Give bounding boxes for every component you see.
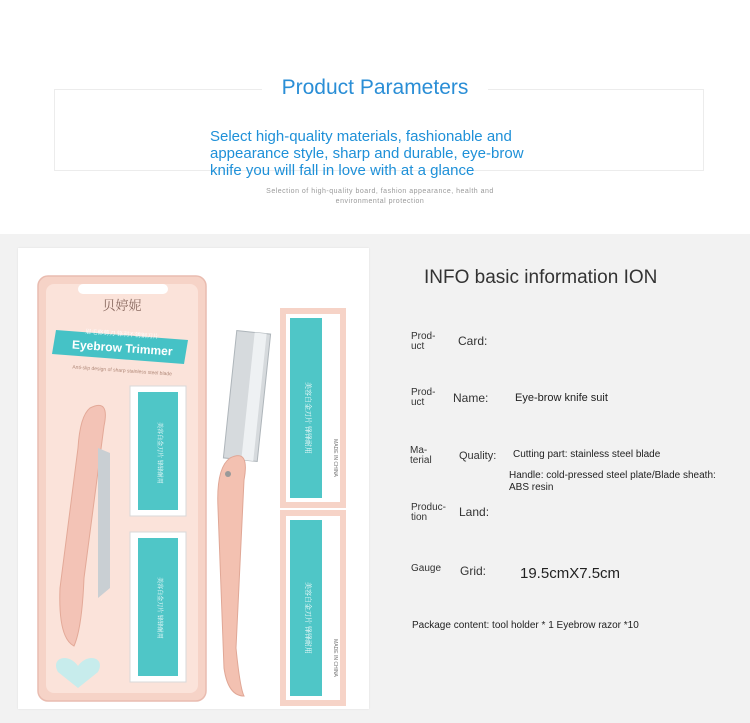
- material-label-small-1: Ma-: [410, 445, 428, 456]
- section-title: Product Parameters: [262, 74, 488, 102]
- card-label: Card:: [458, 334, 488, 348]
- loose-pack-label-bottom: 美容白金刀片 锋锋耐用: [304, 582, 311, 654]
- tagline-line-2: environmental protection: [335, 198, 425, 205]
- section-subtitle: Select high-quality materials, fashionable and appearance style, sharp and durable, eye-brow knife you will fall in love with at a glance: [210, 128, 524, 179]
- hang-hole: [78, 284, 168, 294]
- banner-cn: 眉毛修剪刀 锋利不锈钢刀片: [85, 329, 160, 341]
- name-label-small-2: uct: [411, 397, 425, 408]
- land-label-small-2: tion: [411, 512, 428, 523]
- material-label-small-2: terial: [410, 455, 432, 466]
- name-label-small: [411, 388, 435, 408]
- material-value-3: ABS resin: [509, 482, 554, 493]
- blister-pack-label-top: 美容白金刀片 锋锋耐用: [156, 422, 162, 484]
- material-label-small: [410, 446, 432, 466]
- info-section: [0, 234, 750, 723]
- section-tagline: [230, 187, 530, 207]
- brand-logo: 贝婷妮: [102, 299, 142, 314]
- land-label-small-1: Produc-: [411, 502, 447, 513]
- header-section: [0, 0, 750, 234]
- name-label: Name:: [453, 391, 489, 405]
- info-title: INFO basic information ION: [424, 267, 658, 288]
- loose-razor: [218, 331, 271, 696]
- packaged-razor-blade: [98, 448, 110, 598]
- product-photo: [18, 248, 369, 709]
- card-label-small-1: Prod-: [411, 331, 436, 342]
- card-label-small-2: uct: [411, 341, 425, 352]
- tagline-line-1: Selection of high-quality board, fashion appearance, health and: [266, 188, 494, 195]
- banner-title: Eyebrow Trimmer: [71, 337, 174, 359]
- card-label-small: [411, 332, 435, 352]
- gauge-label-small: Gauge: [411, 563, 442, 574]
- blister-blade-pack-bottom: [130, 532, 186, 682]
- blister-pack-label-bottom: 美容白金刀片 锋锋耐用: [156, 577, 162, 639]
- loose-pack-label-top: 美容白金刀片 锋锋耐用: [304, 382, 311, 454]
- grid-value: 19.5cmX7.5cm: [520, 565, 621, 582]
- loose-blade-pack-top: [280, 308, 346, 508]
- land-label: Land:: [459, 505, 490, 519]
- loose-pack-origin-bottom: MADE IN CHINA: [332, 639, 338, 677]
- land-label-small: [411, 503, 446, 523]
- grid-label: Grid:: [460, 564, 487, 578]
- name-value: Eye-brow knife suit: [515, 392, 608, 404]
- banner-sub: Anti-slip design of sharp stainless steel blade: [72, 364, 173, 378]
- name-label-small-1: Prod-: [411, 387, 436, 398]
- loose-blade-pack-bottom: [280, 510, 346, 706]
- material-value-1: Cutting part: stainless steel blade: [513, 449, 661, 460]
- material-value-2: Handle: cold-pressed steel plate/Blade sheath:: [509, 470, 716, 481]
- loose-pack-origin-top: MADE IN CHINA: [332, 439, 338, 477]
- material-label: Quality:: [459, 450, 497, 462]
- blister-blade-pack-top: [130, 386, 186, 516]
- package-content: Package content: tool holder * 1 Eyebrow razor *10: [412, 620, 639, 631]
- eyebrow-trimmer-illustration: [18, 248, 369, 709]
